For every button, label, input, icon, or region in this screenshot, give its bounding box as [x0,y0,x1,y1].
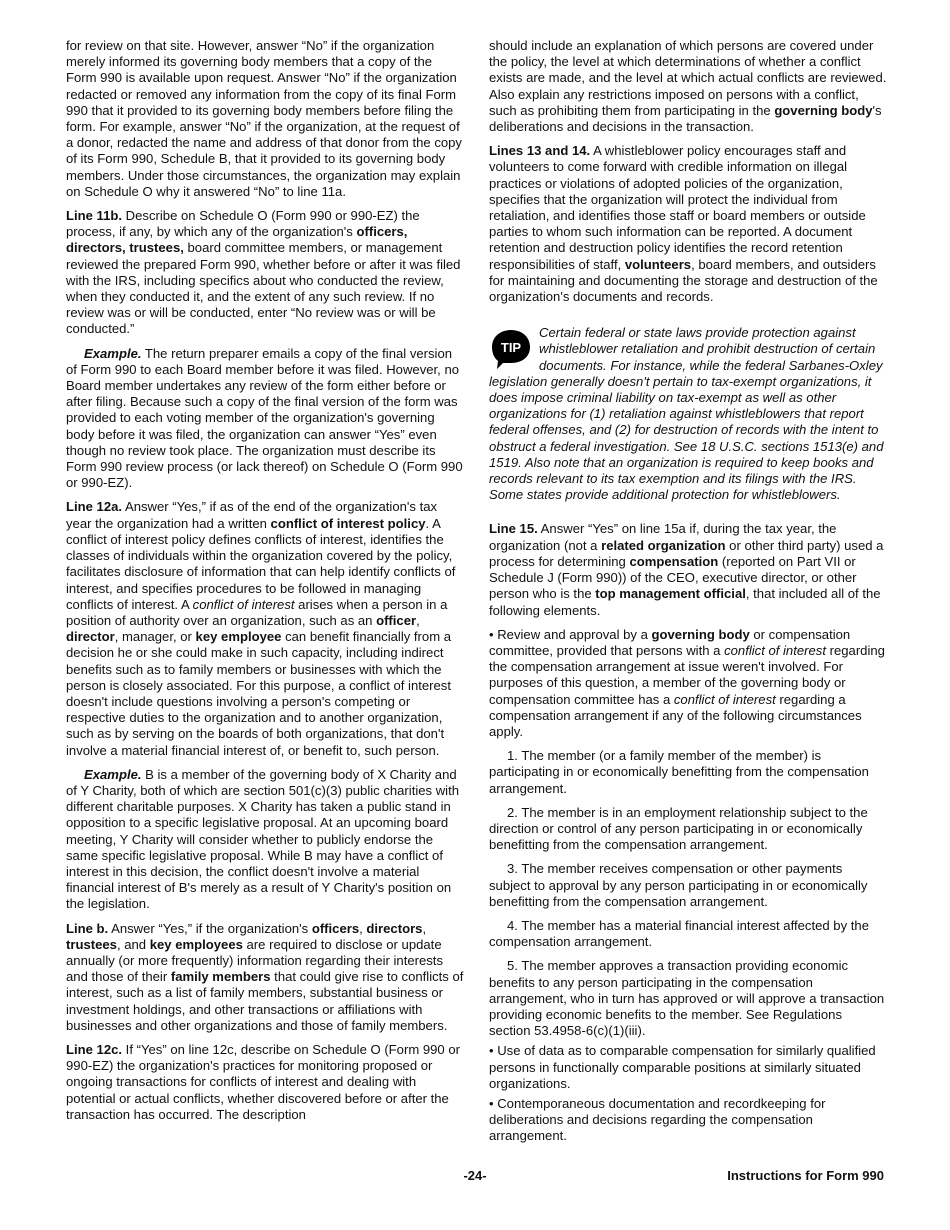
page-number: -24- [463,1168,487,1183]
line-12a-heading: Line 12a. [66,499,123,515]
paragraph-line-b: Line b. Answer “Yes,” if the organization's officers, directors, trustees, and key employees are required to disclose or update annually (or more frequently) information regarding their interests and those of their family members that could give rise to conflicts of interest, such as a list of family members, substantial business or investment holdings, and other transactions or affiliations with businesses and other organizations and those of family members. [66,920,464,1033]
paragraph-example-12a: Example. B is a member of the governing body of X Charity and of Y Charity, both of which are section 501(c)(3) public charities with different charitable purposes. X Charity has taken a public stand in opposition to a specific legislative proposal. At an upcoming board meeting, Y Charity will consider whether to publicly endorse the same specific legislative proposal. While B may have a conflict of interest in this decision, the conflict doesn't involve a material financial interest of B's merely as a result of Y Charity's position on the legislation. [66,766,459,912]
document-title: Instructions for Form 990 [727,1168,884,1183]
paragraph-line-11b: Line 11b. Describe on Schedule O (Form 990 or 990-EZ) the process, if any, by which any of the organization's officers, directors, trustees, board committee members, or management reviewed the prepared Form 990, whether before or after it was filed with the IRS, including specifics about who conducted the review, when they conducted it, and the extent of any such review. If no review was or will be conducted, enter “No review was or will be conducted.” [66,208,461,337]
example-heading: Example. [84,345,142,361]
example-heading: Example. [84,766,142,782]
line-15-heading: Line 15. [489,521,538,537]
paragraph-line-12c-continued: should include an explanation of which persons are covered under the policy, the level at which determinations of whether a conflict exists are made, and the level at which actual conflicts are reviewed. Also explain any restrictions imposed on persons with a conflict, such as prohibiting them from participating in the governing body's deliberations and decisions in the transaction. [489,38,887,135]
numbered-item-3: 3. The member receives compensation or other payments subject to approval by any person participating in or economically benefitting from the compensation arrangement. [489,861,868,909]
paragraph-lines-13-14: Lines 13 and 14. A whistleblower policy encourages staff and volunteers to come forward with credible information on illegal practices or violations of adopted policies of the organization, specifies that the organization will protect the individual from retaliation, and identifies those staff or board members or outside parties to whom such information can be reported. A document retention and destruction policy identifies the record retention responsibilities of staff, volunteers, board members, and outsiders for maintaining and documenting the storage and destruction of the organization's documents and records. [489,143,878,305]
numbered-item-1: 1. The member (or a family member of the member) is participating in or economically benefitting from the compensation arrangement. [489,748,869,796]
line-11b-heading: Line 11b. [66,208,123,224]
paragraph-example-11b: Example. The return preparer emails a copy of the final version of Form 990 to each Board member before it was filed. However, no Board member undertakes any review of the form either before or after filing. Because such a copy of the final version of the form was provided to each voting member of the organization's governing body before it was filed, the organization can answer “Yes” even though no review took place. The organization must describe its Form 990 review process (or lack thereof) on Schedule O (Form 990 or 990-EZ). [66,345,463,491]
left-column [66,38,464,1131]
bullet-review-approval: • Review and approval by a governing body or compensation committee, provided that persons with a conflict of interest regarding the compensation arrangement at issue weren't involved. For purposes of this question, a member of the governing body or compensation committee has a conflict of interest regarding a compensation arrangement if any of the following circumstances apply. [489,626,885,739]
tip-icon [489,327,533,371]
bullet-documentation: • Contemporaneous documentation and recordkeeping for deliberations and decisions regarding the compensation arrangement. [489,1095,826,1144]
bullet-comparable-data: • Use of data as to comparable compensation for similarly qualified persons in functionally comparable positions at similarly situated organizations. [489,1043,876,1091]
paragraph-line-11a-continued: for review on that site. However, answer “No” if the organization merely informed its governing body members that a copy of the Form 990 is available upon request. Answer “No” if the organization redacted or removed any information from the copy of its final Form 990 that it provided to its governing body members before filing the form. For example, answer “No” if the organization, at the request of a donor, redacted the name and address of that donor from the copy of its Form 990, Schedule B, that it provided to its governing body members. Under those circumstances, the organization may explain on Schedule O why it answered “No” to line 11a. [66,38,462,199]
line-12c-heading: Line 12c. [66,1041,123,1057]
paragraph-line-12c: Line 12c. If “Yes” on line 12c, describe on Schedule O (Form 990 or 990-EZ) the organization's practices for monitoring proposed or ongoing transactions for conflicts of interest and dealing with potential or actual conflicts, whether discovered before or after the transaction has occurred. The description [66,1041,460,1122]
tip-text: Certain federal or state laws provide protection against whistleblower retaliation and prohibit destruction of certain documents. For instance, while the federal Sarbanes-Oxley legislation generally doesn't pertain to tax-exempt organizations, it does impose criminal liability on tax-exempt as well as other organizations for (1) retaliation against whistleblowers that report federal offenses, and (2) for destruction of records with the intent to obstruct a federal investigation. See 18 U.S.C. sections 1513(e) and 1519. Also note that an organization is required to keep books and records relevant to its tax exemption and its filings with the IRS. Some states provide additional protection for whistleblowers. [489,325,884,503]
right-column [489,38,887,1153]
line-b-heading: Line b. [66,920,109,936]
paragraph-line-15: Line 15. Answer “Yes” on line 15a if, during the tax year, the organization (not a related organization or other third party) used a process for determining compensation (reported on Part VII or Schedule J (Form 990)) of the CEO, executive director, or other person who is the top management official, that included all of the following elements. [489,521,884,618]
numbered-item-4: 4. The member has a material financial interest affected by the compensation arrangement. [489,917,869,950]
page-footer [66,1168,884,1188]
tip-label: TIP [500,340,522,356]
numbered-item-2: 2. The member is in an employment relationship subject to the direction or control of any person participating in or economically benefitting from the compensation arrangement. [489,804,868,853]
numbered-item-5: 5. The member approves a transaction providing economic benefits to any person participating in the compensation arrangement, who in turn has approved or will approve a transaction providing economic benefits to the member. See Regulations section 53.4958-6(c)(1)(iii). [489,958,885,1039]
lines-13-14-heading: Lines 13 and 14. [489,143,591,159]
tip-box [489,325,887,503]
paragraph-line-12a: Line 12a. Answer “Yes,” if as of the end of the organization's tax year the organization had a written conflict of interest policy. A conflict of interest policy defines conflicts of interest, identifies the classes of individuals within the organization covered by the policy, facilitates disclosure of information that can help identify conflicts of interest, and specifies procedures to be followed in managing conflicts of interest. A conflict of interest arises when a person in a position of authority over an organization, such as an officer, director, manager, or key employee can benefit financially from a decision he or she could make in such capacity, including indirect benefits such as to family members or businesses with which the person is closely associated. For this purpose, a conflict of interest doesn't include questions involving a person's competing or respective duties to the organization and to another organization, such as by serving on the boards of both organizations, that don't involve a material financial interest of, or benefit to, such person. [66,499,456,758]
